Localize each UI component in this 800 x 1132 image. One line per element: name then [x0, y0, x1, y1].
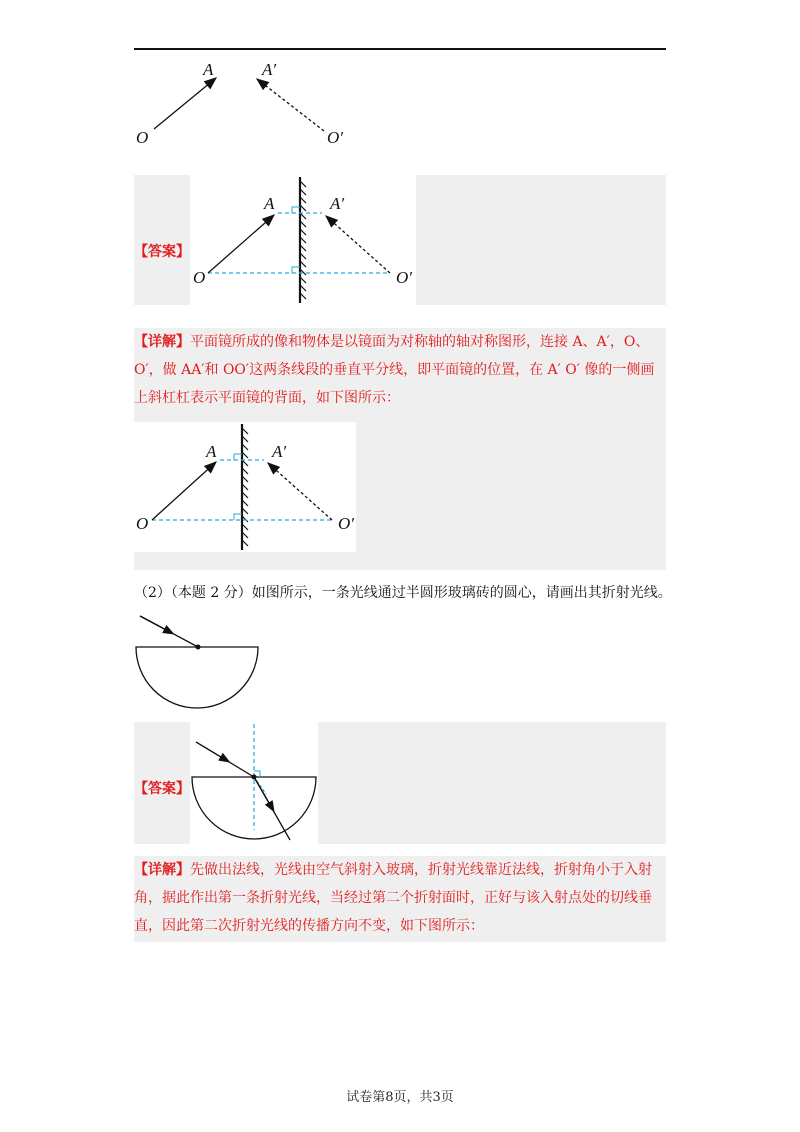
detail2-line2: 角，据此作出第一条折射光线，当经过第二个折射面时，正好与该入射点处的切线垂	[134, 890, 652, 906]
header-rule	[134, 48, 666, 50]
detail1-line2: O′，做 AA′和 OO′这两条线段的垂直平分线，即平面镜的位置，在 A′ O′ 像的一侧画	[134, 362, 655, 378]
answer1-label-a-prime: A′	[330, 194, 345, 213]
detail1-line3: 上斜杠杠表示平面镜的背面，如下图所示：	[134, 390, 400, 406]
right-angle-top	[234, 454, 242, 460]
question2-figure	[134, 604, 264, 712]
image-arrow	[326, 216, 390, 273]
label-o: O	[136, 128, 149, 147]
right-angle-bottom	[292, 267, 300, 273]
object-arrow	[154, 78, 216, 129]
object-arrow	[152, 462, 216, 520]
question2-text: （2）（本题 2 分）如图所示，一条光线通过半圆形玻璃砖的圆心，请画出其折射光线。	[134, 585, 672, 601]
page-footer: 试卷第8页，共3页	[346, 1090, 454, 1105]
label-a: A	[203, 60, 214, 79]
center-point	[252, 775, 257, 780]
label-a-prime: A′	[262, 60, 277, 79]
detail1-text	[134, 328, 666, 412]
answer1-label-o-prime: O′	[396, 268, 412, 287]
detail1-mirror-figure	[134, 422, 356, 552]
answer2-refraction-figure	[190, 722, 318, 844]
detail2-text	[134, 856, 666, 940]
detail1-label-a-prime: A′	[272, 442, 287, 461]
answer1-label: 【答案】	[134, 244, 190, 260]
object-arrow	[208, 215, 274, 273]
answer1-mirror-figure	[190, 175, 416, 305]
detail2-line1: 先做出法线，光线由空气斜射入玻璃，折射光线靠近法线，折射角小于入射	[190, 862, 652, 878]
incident-ray-arrow	[196, 742, 226, 760]
detail1-label-a: A	[206, 442, 217, 461]
answer2-label: 【答案】	[134, 781, 190, 797]
answer1-label-a: A	[264, 194, 275, 213]
detail1-label-o: O	[136, 514, 149, 533]
detail1-line1: 平面镜所成的像和物体是以镜面为对称轴的轴对称图形，连接 A、A′，O、	[190, 334, 650, 350]
right-angle-bottom	[234, 514, 242, 520]
image-arrow	[257, 79, 324, 131]
incident-ray-arrow	[140, 616, 170, 632]
detail1-label: 【详解】	[134, 334, 190, 350]
answer1-label-o: O	[193, 268, 206, 287]
right-angle-top	[292, 207, 300, 213]
image-arrow	[268, 463, 332, 520]
detail2-line3: 直，因此第二次折射光线的传播方向不变，如下图所示：	[134, 918, 484, 934]
center-point	[196, 645, 201, 650]
semicircle-glass	[136, 647, 258, 708]
refracted-ray-arrow	[254, 777, 272, 808]
label-o-prime: O′	[327, 128, 343, 147]
detail1-label-o-prime: O′	[338, 514, 354, 533]
detail2-label: 【详解】	[134, 862, 190, 878]
